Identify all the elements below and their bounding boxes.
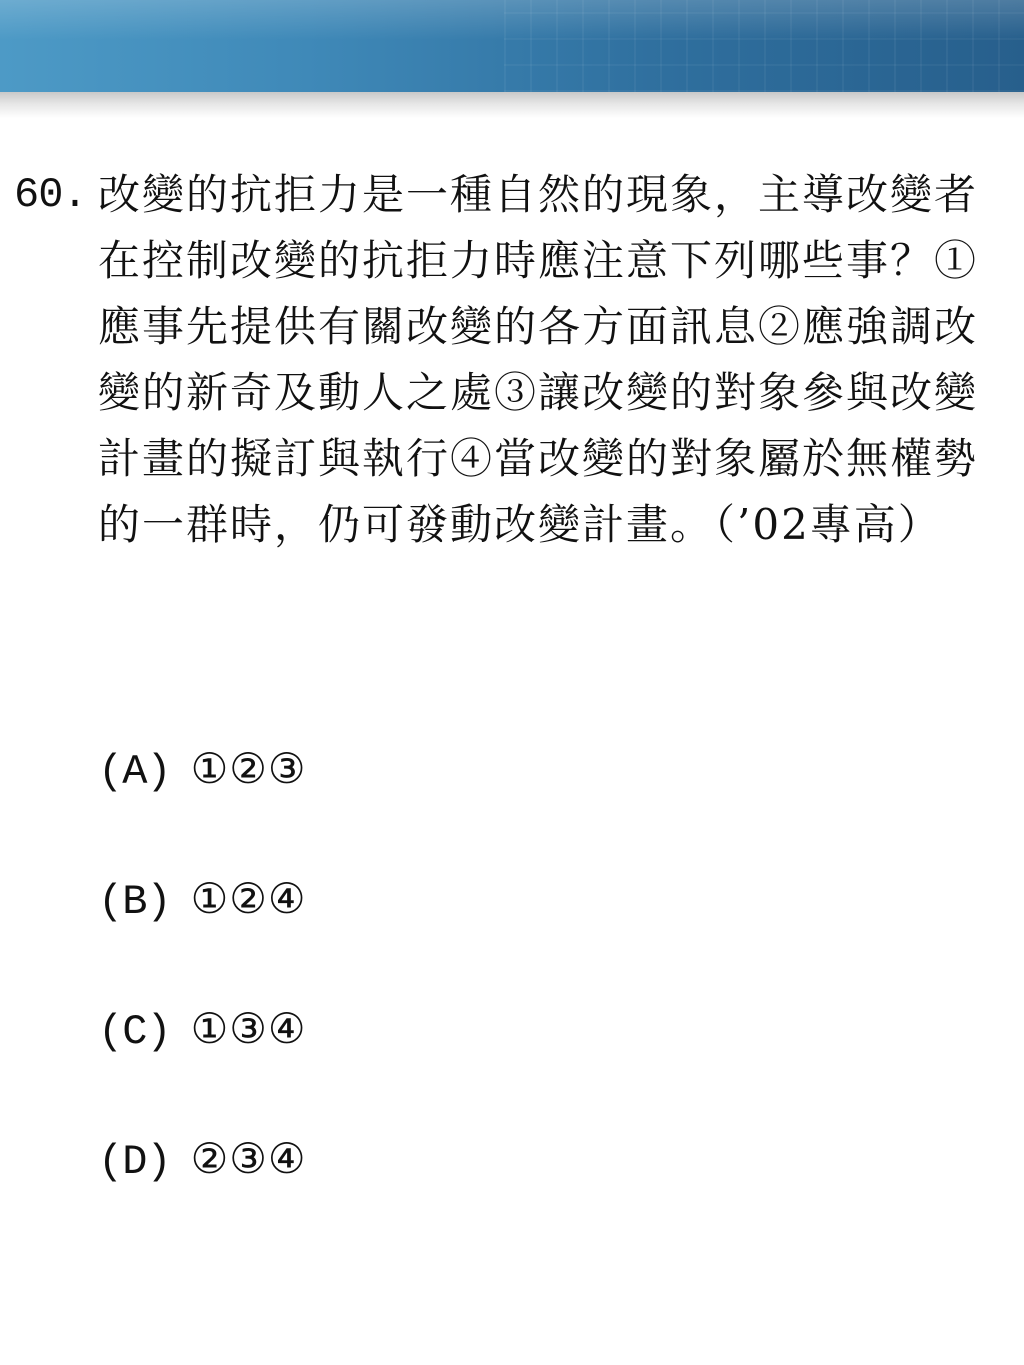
option-d-label: (D) <box>98 1138 171 1186</box>
option-c-value: ①③④ <box>190 1004 307 1053</box>
option-a-label: (A) <box>98 748 171 796</box>
option-b-label: (B) <box>98 878 171 926</box>
banner-divider <box>0 92 1024 118</box>
option-b <box>98 866 307 935</box>
option-b-value: ①②④ <box>190 874 307 923</box>
option-a-value: ①②③ <box>190 744 307 793</box>
question-number: 60. <box>14 171 87 219</box>
option-d-value: ②③④ <box>190 1134 307 1183</box>
option-c-label: (C) <box>98 1008 171 1056</box>
option-c <box>98 996 307 1065</box>
banner-pattern <box>504 0 1024 92</box>
option-a <box>98 736 307 805</box>
option-d <box>98 1126 307 1195</box>
header-banner <box>0 0 1024 92</box>
question-text: 改變的抗拒力是一種自然的現象，主導改變者在控制改變的抗拒力時應注意下列哪些事？①應事先提供有關改變的各方面訊息②應強調改變的新奇及動人之處③讓改變的對象參與改變計畫的擬訂與執行④當改變的對象屬於無權勢的一群時，仍可發動改變計畫。（’02專高） <box>98 170 979 549</box>
